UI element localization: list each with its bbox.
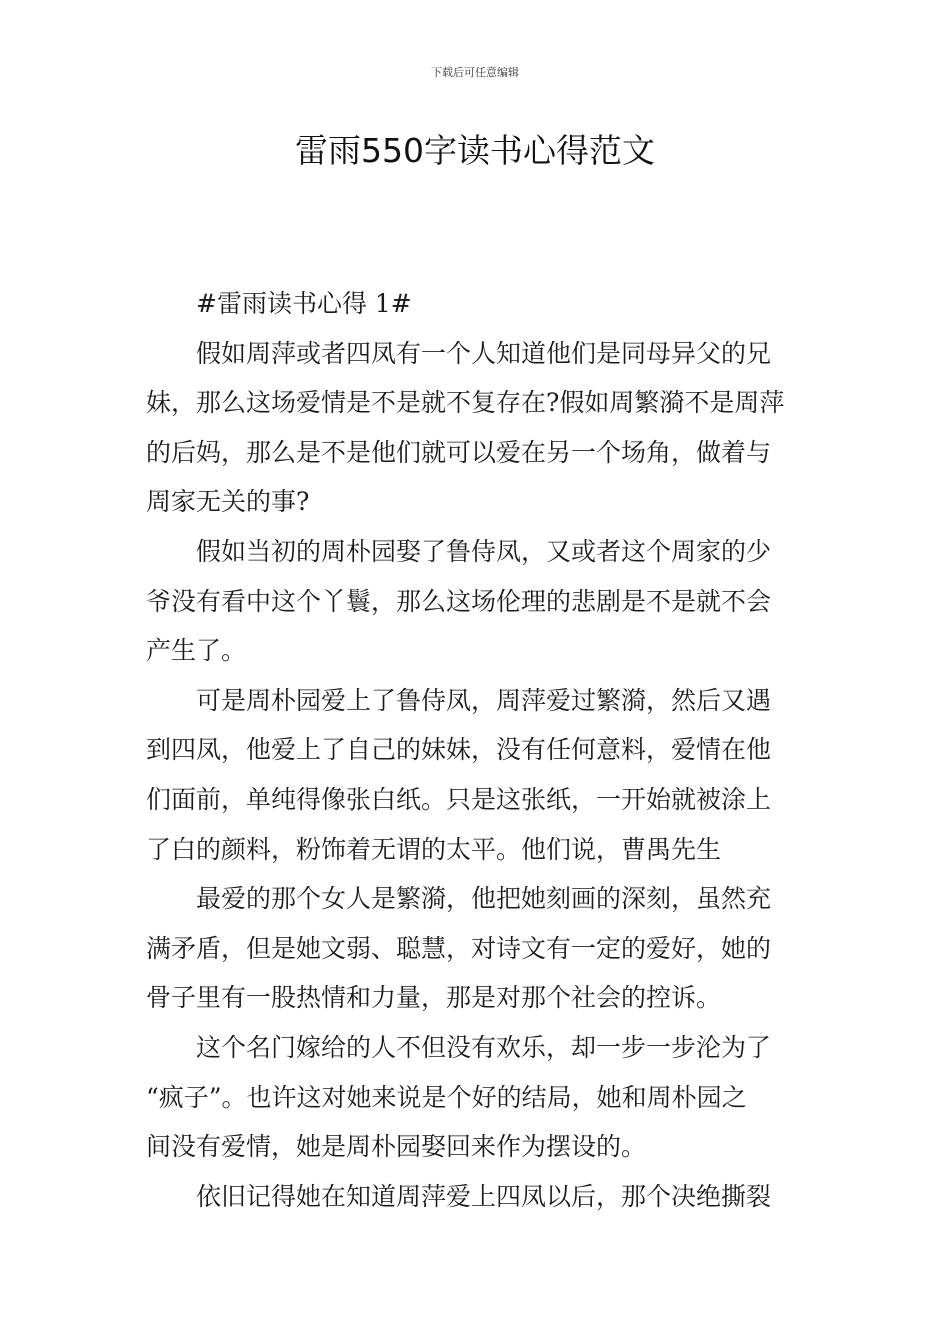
text-line: 们面前，单纯得像张白纸。只是这张纸，一开始就被涂上	[146, 784, 772, 814]
text-line: 满矛盾，但是她文弱、聪慧，对诗文有一定的爱好，她的	[146, 933, 772, 963]
text-line: “疯子”。也许这对她来说是个好的结局，她和周朴园之	[146, 1082, 747, 1112]
text-line: 假如当初的周朴园娶了鲁侍凤，又或者这个周家的少	[196, 536, 772, 566]
text-line: #雷雨读书心得 1#	[196, 289, 412, 318]
header-note: 下载后可任意编辑	[431, 66, 519, 79]
body-text	[146, 279, 806, 1221]
text-line: 这个名门嫁给的人不但没有欢乐，却一步一步沦为了	[196, 1032, 772, 1062]
text-line: 周家无关的事?	[146, 487, 310, 517]
text-line: 妹，那么这场爱情是不是就不复存在?假如周繁漪不是周萍	[146, 388, 785, 418]
text-line: 最爱的那个女人是繁漪，他把她刻画的深刻，虽然充	[196, 884, 772, 914]
text-line: 假如周萍或者四凤有一个人知道他们是同母异父的兄	[196, 338, 772, 368]
text-line: 间没有爱情，她是周朴园娶回来作为摆设的。	[146, 1132, 647, 1162]
text-line: 骨子里有一股热情和力量，那是对那个社会的控诉。	[146, 983, 722, 1013]
page-title: 雷雨550字读书心得范文	[295, 131, 655, 170]
text-line: 了白的颜料，粉饰着无谓的太平。他们说，曹禺先生	[146, 834, 722, 864]
text-line: 可是周朴园爱上了鲁侍凤，周萍爱过繁漪，然后又遇	[196, 685, 772, 715]
text-line: 爷没有看中这个丫鬟，那么这场伦理的悲剧是不是就不会	[146, 586, 772, 616]
text-line: 产生了。	[146, 636, 247, 666]
text-line: 到四凤，他爱上了自己的妹妹，没有任何意料，爱情在他	[146, 735, 772, 765]
text-line: 依旧记得她在知道周萍爱上四凤以后，那个决绝撕裂	[196, 1181, 772, 1211]
text-line: 的后妈，那么是不是他们就可以爱在另一个场角，做着与	[146, 437, 772, 467]
